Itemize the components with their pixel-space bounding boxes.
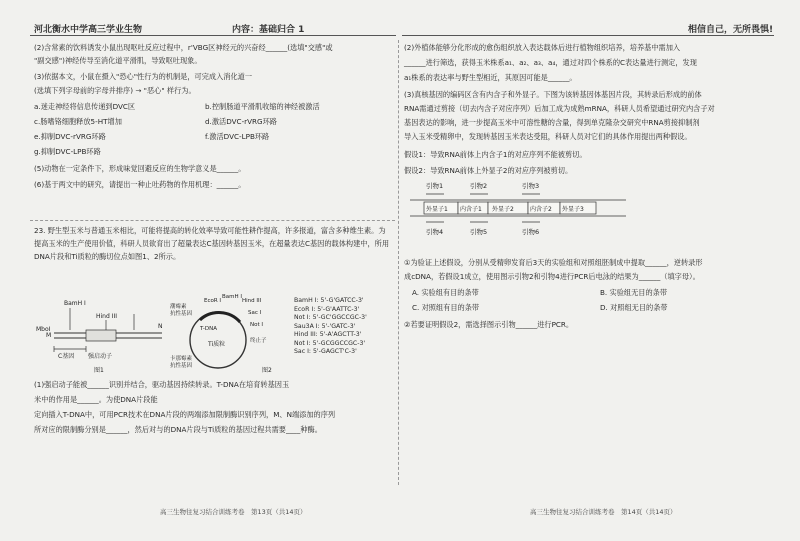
answer-option-d: D. 对照组无目的条带 xyxy=(600,303,668,312)
enzyme-row: Not I: 5'-GC'GGCCGC-3' xyxy=(294,314,367,321)
q23-line: 定向插入T-DNA中，可用PCR技术在DNA片段的两端添加限制酶识别序列，M、N端添加的序列 xyxy=(34,410,336,419)
left-line: (3)依据本文，小鼠在摄入"恐心"性行为的机制是，可完成入消化道一 xyxy=(34,72,253,81)
enzyme-row: Sau3A I: 5'-'GATC-3' xyxy=(294,322,356,330)
right-line: (3)真核基因的编码区含有内含子和外显子。下图为该转基因体基因片段，其转录后形成的前体 xyxy=(404,90,702,99)
right-last-question: ②若要证明假设2，需选择图示引物______进行PCR。 xyxy=(404,320,574,329)
right-line: 导入玉米受精卵中，发现转基因玉米表达受阻，科研人员对它们的具体作用提出两种假设。 xyxy=(404,132,692,141)
left-header-content: 内容：基础归合 1 xyxy=(232,25,305,35)
enzyme-table xyxy=(294,297,367,357)
left-header-rule xyxy=(30,35,396,36)
left-line: (5)动物在一定条件下，形成味觉回避反应的生物学意义是______。 xyxy=(34,164,246,173)
page-divider xyxy=(398,40,399,485)
left-footer: 高三生物往复习结合训练考卷 第13页（共14页） xyxy=(160,508,307,516)
option-e: e.抑制DVC-rVRG环路 xyxy=(34,132,106,141)
option-f: f.激活DVC-LPB环路 xyxy=(205,132,270,141)
fig2-marker1b: 抗性基因 xyxy=(170,311,193,317)
intron-2-label: 内含子2 xyxy=(530,206,552,213)
primer-2: 引物2 xyxy=(470,182,488,190)
fig1-bamhi-label: BamH I xyxy=(64,300,86,307)
enzyme-row: EcoR I: 5'-G'AATTC-3' xyxy=(294,305,360,313)
fig2-site-noti: Not I xyxy=(250,322,264,328)
fig2-site-saci: Sac I xyxy=(248,310,262,316)
option-a: a.迷走神经将信息传递到DVC区 xyxy=(34,102,136,111)
exon-2-label: 外显子2 xyxy=(492,206,514,213)
figure-1 xyxy=(34,294,174,374)
right-line: (2)外植体能够分化形成的愈伤组织放入表达载体后进行植物组织培养，培养基中需加入 xyxy=(404,43,681,52)
option-c: c.肠嗜铬细胞释放5-HT增加 xyxy=(34,117,122,126)
right-question-line: 成cDNA，若假设1成立，使用图示引物2和引物4进行PCR后电泳的结果为______（填字母）。 xyxy=(404,272,700,281)
left-header-school: 河北衡水中学高三学业生物 xyxy=(34,25,143,35)
fig1-n-label: N xyxy=(158,323,163,330)
primer-1: 引物1 xyxy=(426,182,444,190)
fig1-promoter-label: 强启动子 xyxy=(88,353,113,360)
question-separator xyxy=(30,220,395,221)
fig2-terminator: 终止子 xyxy=(250,338,267,344)
fig1-m-label: M xyxy=(46,332,52,339)
q23-line: (1)强启动子能被______识别并结合，驱动基因持续转录。T-DNA在培育转基因玉 xyxy=(34,380,290,389)
fig2-marker2b: 抗性基因 xyxy=(170,363,193,369)
fig2-site-bamhi: BamH I xyxy=(222,294,243,300)
primer-3: 引物3 xyxy=(522,182,540,190)
right-line: 基因表达的影响，进一步提高玉米中可溶性糖的含量，得到单克隆杂交研究中RNA剪接抑制剂 xyxy=(404,118,700,127)
left-line: "副交感")神经传导至消化道平滑肌，导致呕吐现象。 xyxy=(34,56,202,65)
question-23-stem: 23. 野生型玉米与普通玉米相比，可能将提高的转化效率导致可能性耕作提高，许多报道，富含多种维生素。为提高玉米的生产使用价值，科研人员欲育出了超量表达C基因转基因玉米，在超量表达C基因的载体构建中，所用DNA片段和Ti质粒的酶切位点如图1、2所示。 xyxy=(34,226,390,261)
right-header-motto: 相信自己，无所畏惧! xyxy=(688,25,774,35)
enzyme-row: BamH I: 5'-G'GATCC-3' xyxy=(294,297,364,304)
fig1-promoter-box xyxy=(86,330,116,341)
hypothesis-1: 假设1：导致RNA前体上内含子1的对应序列不能被剪切。 xyxy=(404,150,587,159)
q23-line: 米中的作用是______。为使DNA片段能 xyxy=(34,395,158,404)
enzyme-row: Not I: 5'-GCGGCCGC-3' xyxy=(294,339,366,347)
fig1-caption: 图1 xyxy=(94,367,104,374)
hypothesis-2: 假设2：导致RNA前体上外显子2的对应序列被剪切。 xyxy=(404,166,573,175)
primer-6: 引物6 xyxy=(522,228,540,236)
answer-option-c: C. 对照组有目的条带 xyxy=(412,303,480,312)
figure-2 xyxy=(170,294,290,374)
fig1-hindiii-label: Hind III xyxy=(96,313,118,320)
enzyme-row: Sac I: 5'-GAGCT'C-3' xyxy=(294,348,357,355)
fig2-site-ecori: EcoR I xyxy=(204,298,222,304)
intron-1-label: 内含子1 xyxy=(460,206,482,213)
fig1-mbol-label: MboI xyxy=(36,326,51,333)
fig2-caption: 图2 xyxy=(262,367,272,374)
answer-option-a: A. 实验组有目的条带 xyxy=(412,288,479,297)
option-b: b.控制肠道平滑肌收缩的神经被激活 xyxy=(205,102,320,111)
right-line: RNA需通过剪接（切去内含子对应序列）后加工成为成熟mRNA，科研人员希望通过研究内含子对 xyxy=(404,104,715,113)
fig1-gene-label: C基因 xyxy=(58,353,75,360)
left-line: (2)含常素的饮料诱发小鼠出现呕吐反应过程中，r'VBG区神经元的兴奋经______(选填"交感"或 xyxy=(34,43,333,52)
right-footer: 高三生物往复习结合训练考卷 第14页（共14页） xyxy=(530,508,677,516)
fig2-marker1: 潮霉素 xyxy=(170,304,187,310)
right-line: ______进行筛选，获得玉米株系a₁、a₂、a₃、a₄，通过对四个株系的C表达量进行测定，发现 xyxy=(404,58,697,67)
enzyme-row: Hind III: 5'-A'AGCTT-3' xyxy=(294,331,362,338)
primer-diagram xyxy=(404,180,634,240)
option-d: d.激活DVC-rVRG环路 xyxy=(205,117,277,126)
option-g: g.抑制DVC-LPB环路 xyxy=(34,147,101,156)
q23-line: 所对应的限制酶分别是______，然后对与的DNA片段与Ti质粒的基因过程共需要____种酶。 xyxy=(34,425,322,434)
primer-4: 引物4 xyxy=(426,228,444,236)
fig2-tdna-label: T-DNA xyxy=(200,326,217,332)
right-question-line: ①为验证上述假设，分别从受精卵发育后3天的实验组和对照组胚制成中提取______，逆转录形 xyxy=(404,258,703,267)
left-line: (6)基于两文中的研究，请提出一种止吐药物的作用机理：______。 xyxy=(34,180,246,189)
fig2-marker2: 卡那霉素 xyxy=(170,356,193,362)
exon-1-label: 外显子1 xyxy=(426,206,448,213)
fig2-site-hindiii: Hind III xyxy=(242,298,262,304)
primer-5: 引物5 xyxy=(470,228,488,236)
fig2-plasmid-label: Ti质粒 xyxy=(208,341,226,348)
right-line: a₁株系的表达率与野生型相近，其原因可能是______。 xyxy=(404,73,577,82)
right-header-rule xyxy=(402,35,774,36)
exon-3-label: 外显子3 xyxy=(562,206,584,213)
left-line: (选填下列字母前的字母并排序) → "恶心" 样行为。 xyxy=(34,86,196,95)
answer-option-b: B. 实验组无目的条带 xyxy=(600,288,668,297)
